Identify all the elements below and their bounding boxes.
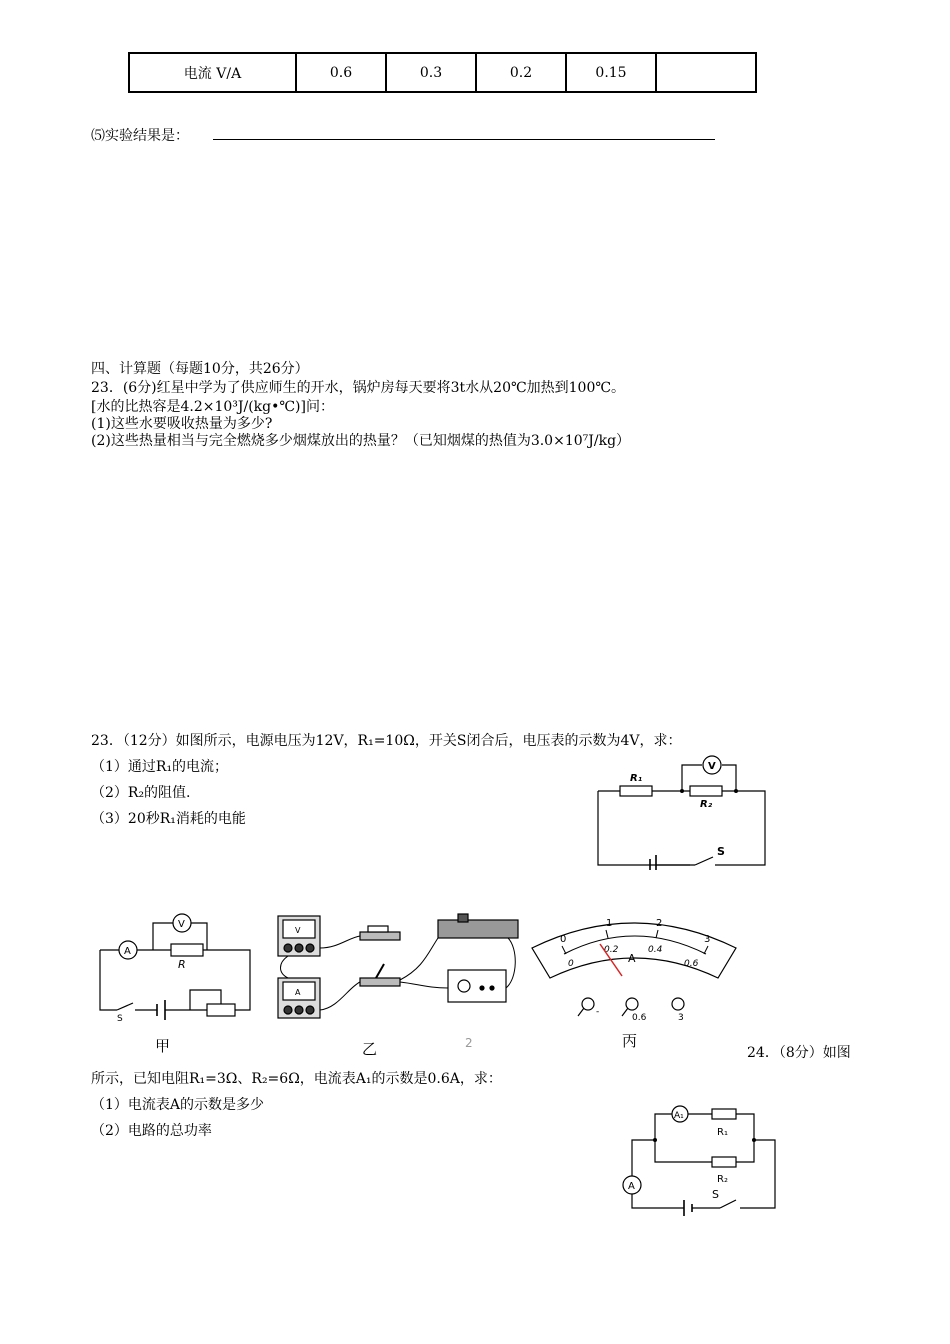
q23b-line1: 23．（12分）如图所示，电源电压为12V，R₁=10Ω，开关S闭合后，电压表的示数为4V，求： — [91, 733, 682, 749]
q24-line2: 所示，已知电阻R₁=3Ω、R₂=6Ω，电流表A₁的示数是0.6A，求： — [91, 1071, 502, 1087]
page-number: 2 — [465, 1036, 473, 1050]
q24-line1: 24．（8分）如图 — [747, 1045, 851, 1061]
dial-top-tick: 3 — [704, 934, 711, 945]
terminal-label: 3 — [678, 1013, 684, 1023]
yi-voltmeter-label: V — [295, 926, 301, 935]
r1-label: R₁ — [630, 773, 643, 784]
dial-bottom-tick: 0.4 — [648, 945, 663, 955]
yi-ammeter-label: A — [295, 988, 301, 997]
dial-top-tick: 0 — [560, 934, 567, 945]
table-cell: 0.3 — [386, 53, 476, 92]
table-header-cell: 电流 V/A — [129, 53, 296, 92]
voltmeter-label: V — [708, 761, 716, 772]
r2-label: R₂ — [717, 1174, 728, 1185]
q23a-line3: (1)这些水要吸收热量为多少? — [91, 416, 273, 432]
switch-label: S — [712, 1188, 719, 1201]
current-table — [128, 52, 757, 93]
jia-resistor-label: R — [178, 958, 186, 971]
dial-bottom-tick: 0 — [568, 959, 574, 969]
q23a-line1: 23．(6分)红星中学为了供应师生的开水，锅炉房每天要将3t水从20℃加热到100℃。 — [91, 380, 626, 396]
jia-voltmeter-label: V — [178, 919, 185, 930]
table-cell: 0.15 — [566, 53, 656, 92]
q23b-sub1: （1）通过R₁的电流； — [91, 759, 229, 775]
dial-unit: A — [628, 952, 636, 965]
jia-switch-label: S — [117, 1014, 123, 1022]
table-cell — [656, 53, 756, 92]
dial-bottom-tick: 0.6 — [684, 959, 699, 969]
q24-sub2: （2）电路的总功率 — [91, 1123, 212, 1139]
fig-bing-label: 丙 — [622, 1032, 638, 1050]
jia-ammeter-label: A — [124, 946, 131, 957]
q23a-line4: (2)这些热量相当与完全燃烧多少烟煤放出的热量？（已知烟煤的热值为3.0×10⁷J/kg） — [91, 433, 631, 449]
fig-jia-label: 甲 — [155, 1037, 171, 1055]
r1-label: R₁ — [717, 1127, 728, 1138]
table-row — [129, 53, 756, 92]
q23a-line2: [水的比热容是4.2×10³J/(kg•℃)]问： — [91, 399, 334, 415]
answer-blank[interactable] — [213, 139, 715, 140]
a1-label: A₁ — [674, 1111, 684, 1121]
table-cell: 0.6 — [296, 53, 386, 92]
q24-sub1: （1）电流表A的示数是多少 — [91, 1097, 265, 1113]
table-cell: 0.2 — [476, 53, 566, 92]
section-title: 四、计算题（每题10分，共26分） — [91, 361, 309, 377]
q5-label: ⑸实验结果是： — [91, 128, 189, 144]
q23b-sub2: （2）R₂的阻值. — [91, 785, 191, 801]
fig-yi-label: 乙 — [362, 1040, 378, 1058]
a-label: A — [628, 1181, 635, 1192]
q23b-circuit-diagram — [590, 755, 775, 870]
dial-bottom-tick: 0.2 — [604, 945, 619, 955]
q23b-sub3: （3）20秒R₁消耗的电能 — [91, 811, 246, 827]
switch-label: S — [717, 845, 725, 858]
fig-jia-circuit — [95, 910, 260, 1022]
dial-top-tick: 1 — [606, 918, 613, 929]
fig-bing-ammeter-dial — [528, 908, 740, 1023]
terminal-label: 0.6 — [632, 1013, 647, 1023]
q24-circuit-diagram — [620, 1100, 780, 1225]
r2-label: R₂ — [700, 799, 713, 810]
terminal-label: - — [596, 1007, 600, 1017]
fig-yi-apparatus — [268, 908, 528, 1026]
dial-top-tick: 2 — [656, 918, 663, 929]
